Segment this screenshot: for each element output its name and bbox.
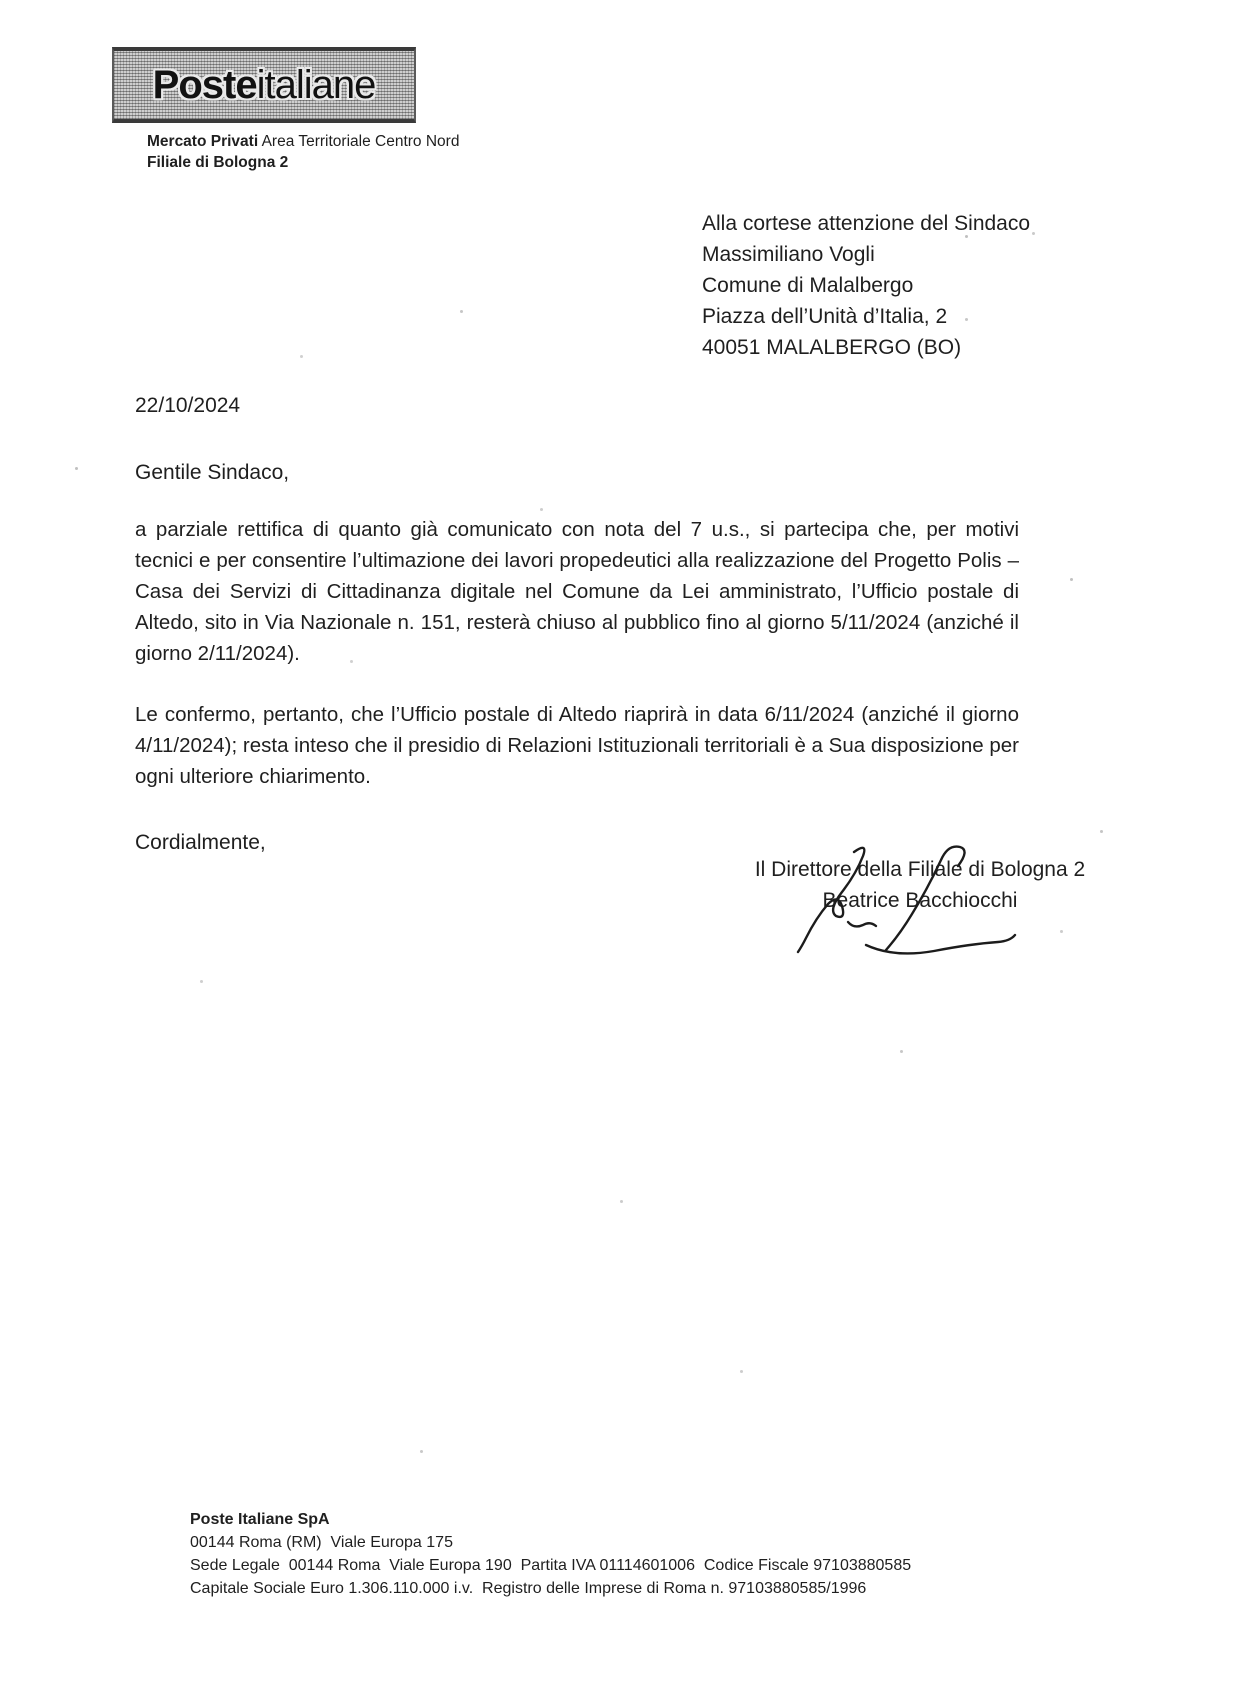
recipient-city: 40051 MALALBERGO (BO) [702,336,962,359]
signature-stroke-tail [866,935,1015,953]
recipient-street: Piazza dell’Unità d’Italia, 2 [702,305,948,328]
signature-stroke-right [886,847,965,950]
body-paragraph-1: a parziale rettifica di quanto già comunicato con nota del 7 u.s., si partecipa che, per motivi tecnici e per consentire l’ultimazione dei lavori propedeutici alla realizzazione del Progetto Polis – Casa dei Servizi di Cittadinanza digitale nel Comune da Lei amministrato, l’Ufficio postale di Altedo, sito in Via Nazionale n. 151, resterà chiuso al pubblico fino al giorno 5/11/2024 (anziché il giorno 2/11/2024). [135,518,1019,665]
logo-wordmark [153,63,376,108]
footer-legal-line: Sede Legale 00144 Roma Viale Europa 190 Partita IVA 01114601006 Codice Fiscale 97103880585 [190,1557,912,1574]
sender-block [147,131,459,173]
signature-stroke-left-hook [848,922,876,926]
closing-line: Cordialmente, [135,831,266,854]
recipient-organization: Comune di Malalbergo [702,274,914,297]
handwritten-signature [718,842,1022,956]
sender-area: Area Territoriale Centro Nord [258,133,460,150]
footer-capital-line: Capitale Sociale Euro 1.306.110.000 i.v. Registro delle Imprese di Roma n. 97103880585/1996 [190,1580,867,1597]
signoff-name: Beatrice Bacchiocchi [822,889,1018,912]
sender-line-2: Filiale di Bologna 2 [147,154,289,171]
footer-company-name: Poste Italiane SpA [190,1511,330,1528]
body-paragraph-2: Le confermo, pertanto, che l’Ufficio postale di Altedo riaprirà in data 6/11/2024 (anziché il giorno 4/11/2024); resta inteso che il presidio di Relazioni Istituzionali territoriali è a Sua disposizione per ogni ulteriore chiarimento. [135,703,1019,788]
footer-address-line: 00144 Roma (RM) Viale Europa 175 [190,1534,453,1551]
signature-stroke-left [798,848,864,952]
sender-line-1 [147,131,459,152]
signoff-role: Il Direttore della Filiale di Bologna 2 [754,858,1086,881]
salutation: Gentile Sindaco, [135,461,290,484]
poste-italiane-logo [112,47,416,123]
recipient-block [702,208,1030,363]
recipient-name: Massimiliano Vogli [702,243,875,266]
logo-text-italiane: italiane [256,62,376,107]
sender-division: Mercato Privati [147,133,259,150]
footer-block [190,1508,911,1600]
letter-date: 22/10/2024 [135,394,241,417]
recipient-attention-line: Alla cortese attenzione del Sindaco [702,212,1031,235]
logo-text-poste: Poste [152,62,257,107]
